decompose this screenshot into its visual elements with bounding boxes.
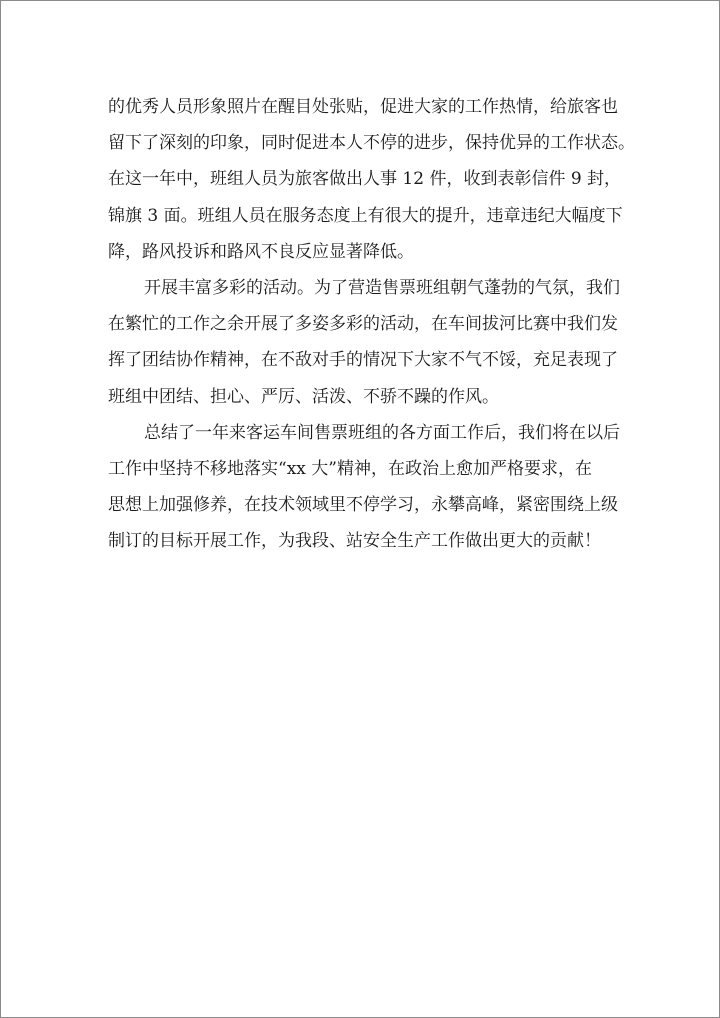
- text-line: 工作中坚持不移地落实“xx 大”精神，在政治上愈加严格要求，在: [108, 458, 592, 479]
- text-line: 锦旗 3 面。班组人员在服务态度上有很大的提升，违章违纪大幅度下: [108, 205, 623, 226]
- text-line: 降，路风投诉和路风不良反应显著降低。: [108, 241, 414, 262]
- text-line: 留下了深刻的印象，同时促进本人不停的进步，保持优异的工作状态。: [108, 133, 635, 154]
- text-line: 思想上加强修养，在技术领域里不停学习，永攀高峰，紧密围绕上级: [108, 495, 618, 516]
- paragraph-service-results: [108, 89, 635, 270]
- text-line: 开展丰富多彩的活动。为了营造售票班组朝气蓬勃的气氛，我们: [144, 277, 620, 298]
- paragraph-conclusion: [108, 415, 628, 560]
- text-line: 挥了团结协作精神，在不敌对手的情况下大家不气不馁，充足表现了: [108, 350, 618, 371]
- text-line: 在繁忙的工作之余开展了多姿多彩的活动，在车间拔河比赛中我们发: [108, 314, 618, 335]
- text-line: 制订的目标开展工作，为我段、站安全生产工作做出更大的贡献！: [108, 531, 601, 552]
- text-line: 的优秀人员形象照片在醒目处张贴，促进大家的工作热情，给旅客也: [108, 97, 618, 117]
- document-body: [108, 89, 635, 559]
- text-line: 在这一年中，班组人员为旅客做出人事 12 件，收到表彰信件 9 封，: [108, 169, 622, 190]
- text-line: 总结了一年来客运车间售票班组的各方面工作后，我们将在以后: [144, 422, 620, 443]
- text-line: 班组中团结、担心、严厉、活泼、不骄不躁的作风。: [108, 386, 499, 407]
- paragraph-activities: [108, 270, 628, 415]
